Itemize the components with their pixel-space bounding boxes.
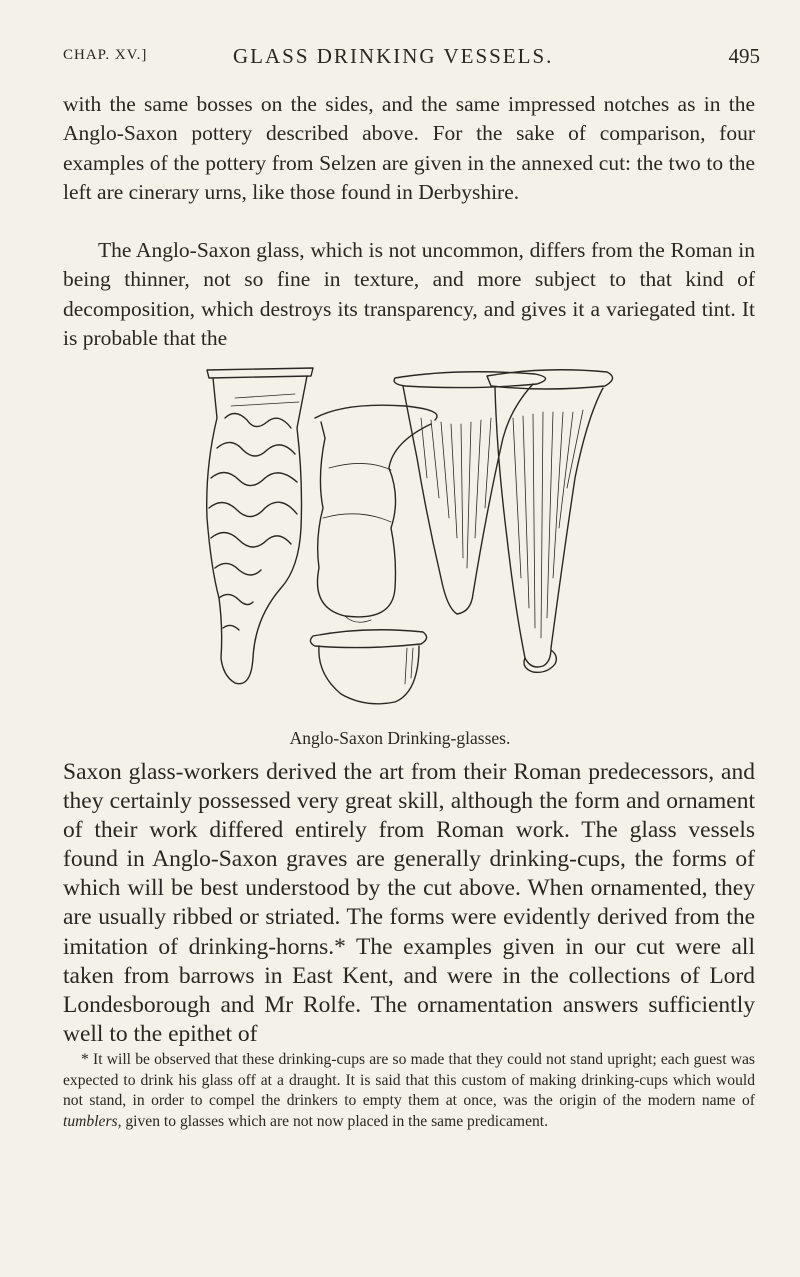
footnote-text-before: * It will be observed that these drinking-cups are so made that they could not stand upright; each guest was expected to drink his glass off at a draught. It is said that this custom of making drinking-cups which would not stand, in order to compel the drinkers to empty them at once, was the origin of the modern name of (63, 1051, 755, 1109)
paragraph-2: The Anglo-Saxon glass, which is not uncommon, differs from the Roman in being thinner, not so fine in texture, and more subject to that kind of decomposition, which destroys its transparency, and gives it a variegated tint. It is probable that the (63, 238, 755, 351)
figure-caption: Anglo-Saxon Drinking-glasses. (289, 728, 511, 748)
paragraph-1: with the same bosses on the sides, and the same impressed notches as in the Anglo-Saxon pottery described above. For the sake of comparison, four examples of the pottery from Selzen are given in the annexed cut: the two to the left are cinerary urns, like those found in Derbyshire. (63, 92, 755, 205)
page-number: 495 (728, 44, 760, 68)
footnote-italic-term: tumblers, (63, 1112, 122, 1130)
running-title: GLASS DRINKING VESSELS. (233, 44, 554, 68)
horn-glass (487, 370, 613, 673)
decorated-beaker-glass (207, 368, 313, 684)
footnote-text-after: given to glasses which are not now placed in the same predicament. (121, 1112, 549, 1130)
small-cup-glass (310, 630, 426, 704)
engraving-illustration (195, 358, 625, 713)
drinking-glasses-engraving (195, 358, 625, 713)
bowl-glass (315, 405, 437, 622)
running-header (63, 44, 760, 72)
footnote (63, 1050, 755, 1132)
chapter-label: CHAP. XV.] (63, 47, 148, 63)
paragraph-3: Saxon glass-workers derived the art from their Roman predecessors, and they certainly possessed very great skill, although the form and ornament of their work differed entirely from Roman work. The glass vessels found in Anglo-Saxon graves are generally drinking-cups, the forms of which will be best understood by the cut above. When ornamented, they are usually ribbed or striated. The forms were evidently derived from the imitation of drinking-horns.* The examples given in our cut were all taken from barrows in East Kent, and were in the collections of Lord Londesborough and Mr Rolfe. The ornamentation answers sufficiently well to the epithet of (63, 759, 755, 1047)
